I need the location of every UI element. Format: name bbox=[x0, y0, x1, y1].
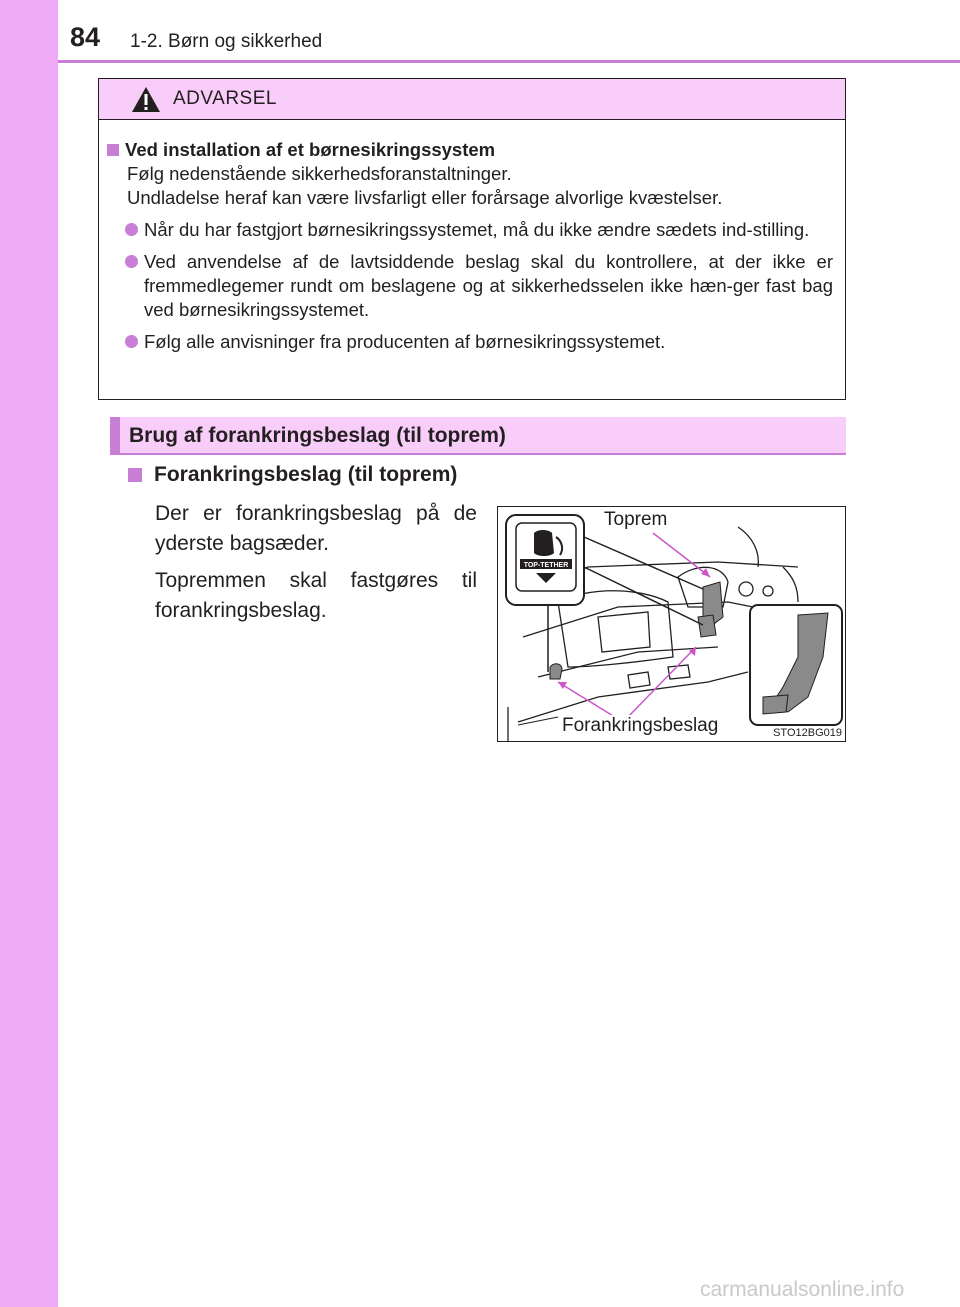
label-toprem: Toprem bbox=[604, 509, 668, 530]
figure-code: STO12BG019 bbox=[773, 727, 842, 739]
warning-bullet-text: Når du har fastgjort børnesikringssystemet, må du ikke ændre sædets ind-stilling. bbox=[144, 219, 810, 240]
section-banner-text: Brug af forankringsbeslag (til toprem) bbox=[129, 424, 506, 447]
round-bullet-icon bbox=[125, 335, 138, 348]
section-title: 1-2. Børn og sikkerhed bbox=[130, 31, 323, 52]
page-number: 84 bbox=[70, 22, 101, 52]
warning-bullet-text: Følg alle anvisninger fra producenten af børnesikringssystemet. bbox=[144, 331, 666, 352]
warning-triangle-icon bbox=[131, 86, 161, 113]
round-bullet-icon bbox=[125, 223, 138, 236]
header-divider bbox=[58, 60, 960, 63]
paragraph-1: Der er forankringsbeslag på de yderste bagsæder. bbox=[155, 502, 477, 555]
warning-heading bbox=[107, 138, 833, 162]
warning-body bbox=[99, 120, 845, 354]
warning-box bbox=[98, 78, 846, 400]
tether-anchor-illustration bbox=[497, 506, 846, 742]
section-banner bbox=[110, 417, 846, 455]
warning-intro-2: Undladelse heraf kan være livsfarligt eller forårsage alvorlige kvæstelser. bbox=[127, 187, 723, 208]
subsection-heading bbox=[128, 463, 457, 487]
warning-bullet-text: Ved anvendelse af de lavtsiddende beslag skal du kontrollere, at der ikke er fremmedlegemer rundt om beslagene og at sikkerhedsselen ikke hæn-ger fast bag ved børnesikringssystemet. bbox=[144, 251, 833, 320]
round-bullet-icon bbox=[125, 255, 138, 268]
side-strip bbox=[0, 0, 58, 1307]
paragraph-2: Topremmen skal fastgøres til forankringsbeslag. bbox=[155, 569, 477, 622]
warning-bullet bbox=[125, 218, 833, 242]
square-bullet-icon bbox=[107, 144, 119, 156]
subsection-heading-text: Forankringsbeslag (til toprem) bbox=[154, 463, 458, 486]
banner-accent-bar bbox=[110, 417, 120, 453]
warning-bullet bbox=[125, 330, 833, 354]
warning-header bbox=[99, 79, 845, 120]
warning-intro-1: Følg nedenstående sikkerhedsforanstaltninger. bbox=[127, 163, 512, 184]
warning-heading-text: Ved installation af et børnesikringssystem bbox=[125, 139, 496, 160]
warning-bullet bbox=[125, 250, 833, 322]
square-bullet-icon bbox=[128, 468, 142, 482]
label-forankringsbeslag: Forankringsbeslag bbox=[562, 715, 719, 736]
watermark: carmanualsonline.info bbox=[700, 1278, 905, 1301]
car-interior-drawing bbox=[498, 507, 846, 742]
top-tether-icon-text: TOP-TETHER bbox=[523, 562, 569, 569]
warning-title: ADVARSEL bbox=[173, 88, 277, 109]
